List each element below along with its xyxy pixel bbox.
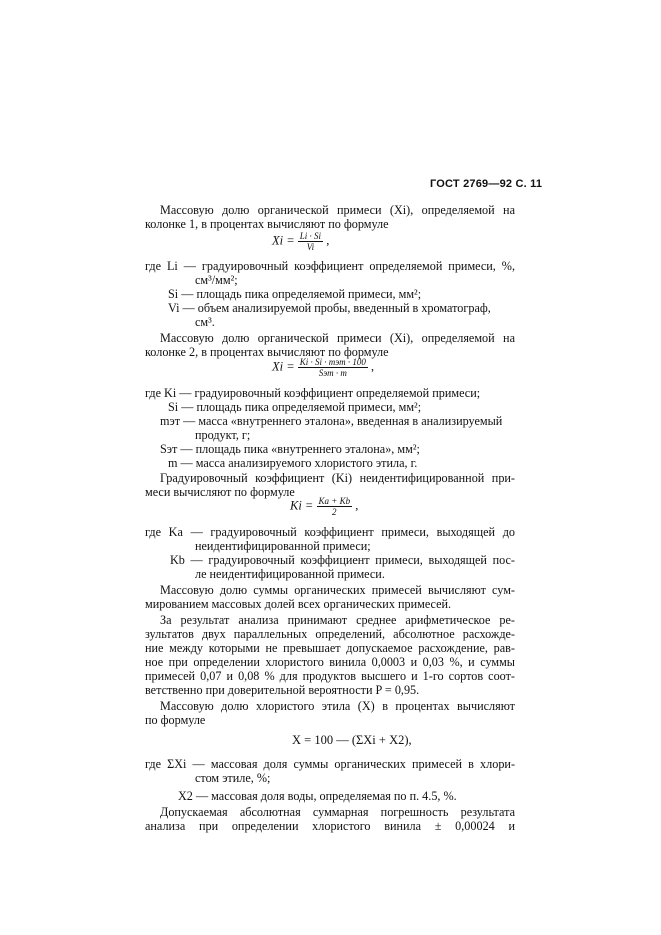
formula-4: X = 100 — (ΣXi + X2), <box>292 733 412 747</box>
text-line: по формуле <box>145 713 206 727</box>
text-line: зультатов двух параллельных определений, абсолютное расхожде- <box>145 627 515 641</box>
formula-2-denominator: Sэт · m <box>318 368 347 378</box>
text-line: неидентифицированной примеси; <box>195 539 371 553</box>
text-line: колонке 1, в процентах вычисляют по формуле <box>145 217 389 231</box>
formula-2-left: Xi = <box>272 359 295 374</box>
text-line: см³. <box>195 315 215 329</box>
text-line: ле неидентифицированной примеси. <box>195 567 385 581</box>
formula-3-tail: , <box>355 498 359 513</box>
formula-2-numerator: Ki · Si · mэт · 100 <box>299 357 366 367</box>
formula-1-tail: , <box>326 233 330 248</box>
formula-1-left: Xi = <box>272 233 295 248</box>
text-line: Kb — градуировочный коэффициент примеси, выходящей пос- <box>170 553 515 567</box>
text-line: меси вычисляют по формуле <box>145 485 295 499</box>
formula-2-tail: , <box>371 359 375 374</box>
text-line: Массовую долю суммы органических примесей вычисляют сум- <box>160 583 515 597</box>
text-line: мированием массовых долей всех органических примесей. <box>145 597 452 611</box>
text-line: продукт, г; <box>195 428 251 442</box>
text-line: где ΣXi — массовая доля суммы органических примесей в хлори- <box>145 757 515 771</box>
text-line: примесей 0,07 и 0,08 % для продуктов высшего и 1-го сортов соот- <box>145 669 515 683</box>
formula-1-numerator: Li · Si <box>299 231 322 241</box>
text-line: X2 — массовая доля воды, определяемая по п. 4.5, %. <box>178 789 457 803</box>
text-line: Sэт — площадь пика «внутреннего эталона», мм²; <box>160 442 420 456</box>
text-line: mэт — масса «внутреннего эталона», введенная в анализируемый <box>160 414 503 428</box>
formula-2-fraction <box>298 357 368 378</box>
formula-3-left: Ki = <box>290 498 314 513</box>
text-line: где Ki — градуировочный коэффициент определяемой примеси; <box>145 386 481 400</box>
text-line: Vi — объем анализируемой пробы, введенный в хроматограф, <box>168 301 491 315</box>
text-line: Si — площадь пика определяемой примеси, мм²; <box>168 287 422 301</box>
text-line: Градуировочный коэффициент (Ki) неидентифицированной при- <box>160 471 515 485</box>
formula-3 <box>290 496 358 517</box>
text-line: где Li — градуировочный коэффициент определяемой примеси, %, <box>145 259 515 273</box>
text-line: За результат анализа принимают среднее арифметическое ре- <box>160 613 515 627</box>
text-line: ное при определении хлористого винила 0,0003 и 0,03 %, и суммы <box>145 655 515 669</box>
text-line: Массовую долю органической примеси (Xi), определяемой на <box>160 331 515 345</box>
text-line: Si — площадь пика определяемой примеси, мм²; <box>168 400 422 414</box>
text-line: см³/мм²; <box>195 273 238 287</box>
text-line: ветственно при доверительной вероятности P = 0,95. <box>145 683 420 697</box>
text-line: стом этиле, %; <box>195 771 271 785</box>
formula-3-fraction <box>317 496 353 517</box>
text-line: анализа при определении хлористого винила ± 0,00024 и <box>145 819 515 833</box>
formula-3-denominator: 2 <box>332 507 337 517</box>
text-line: где Ka — градуировочный коэффициент примеси, выходящей до <box>145 525 515 539</box>
formula-1-fraction <box>298 231 323 252</box>
formula-3-numerator: Ka + Kb <box>318 496 351 506</box>
text-line: Допускаемая абсолютная суммарная погрешность результата <box>160 805 515 819</box>
text-line: m — масса анализируемого хлористого этила, г. <box>168 456 418 470</box>
formula-2 <box>272 357 374 378</box>
text-line: Массовую долю органической примеси (Xi), определяемой на <box>160 203 515 217</box>
text-line: колонке 2, в процентах вычисляют по формуле <box>145 345 389 359</box>
page-header: ГОСТ 2769—92 С. 11 <box>430 178 543 190</box>
text-line: ние между которыми не превышает допускаемое расхождение, рав- <box>145 641 515 655</box>
formula-1-denominator: Vi <box>306 242 315 252</box>
formula-1 <box>272 231 329 252</box>
text-line: Массовую долю хлористого этила (X) в процентах вычисляют <box>160 699 515 713</box>
